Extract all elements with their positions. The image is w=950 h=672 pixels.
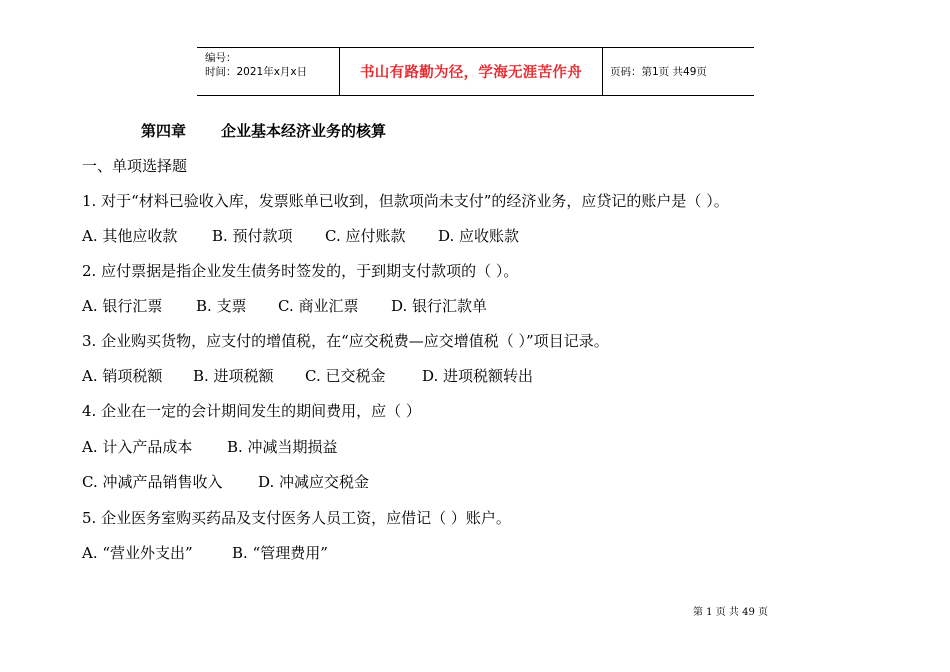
option-d: D. 应收账款 xyxy=(438,227,520,245)
question-5: 5. 企业医务室购买药品及支付医务人员工资，应借记（ ）账户。 xyxy=(82,509,511,527)
question-2-options xyxy=(82,296,487,316)
section-title: 一、单项选择题 xyxy=(82,157,188,175)
header-motto-cell xyxy=(340,48,603,95)
question-4-options-row-1 xyxy=(82,437,338,457)
question-3-options xyxy=(82,366,533,386)
chapter-title: 企业基本经济业务的核算 xyxy=(221,122,387,140)
question-1-options xyxy=(82,226,519,246)
chapter-heading xyxy=(141,121,386,141)
option-c: C. 已交税金 xyxy=(305,367,386,385)
option-c: C. 应付账款 xyxy=(325,227,406,245)
option-a: A. 计入产品成本 xyxy=(82,438,193,456)
question-4: 4. 企业在一定的会计期间发生的期间费用，应（ ） xyxy=(82,402,421,420)
option-d: D. 银行汇款单 xyxy=(391,297,488,315)
question-5-options xyxy=(82,543,328,563)
document-number-label: 编号： xyxy=(205,52,237,64)
question-2: 2. 应付票据是指企业发生债务时签发的，于到期支付款项的（ ）。 xyxy=(82,262,519,280)
header-page-code: 页码：第1页 共49页 xyxy=(610,66,707,78)
document-time-label: 时间：2021年x月x日 xyxy=(205,66,308,78)
chapter-number: 第四章 xyxy=(141,122,187,140)
option-b: B. 支票 xyxy=(196,297,247,315)
option-b: B. 冲减当期损益 xyxy=(227,438,338,456)
header-motto: 书山有路勤为径，学海无涯苦作舟 xyxy=(360,65,582,81)
option-b: B. 进项税额 xyxy=(193,367,274,385)
question-3: 3. 企业购买货物，应支付的增值税，在“应交税费—应交增值税（ ）”项目记录。 xyxy=(82,332,609,350)
option-a: A. 销项税额 xyxy=(82,367,163,385)
header-meta-cell xyxy=(197,48,340,95)
option-b: B. 预付款项 xyxy=(212,227,293,245)
option-d: D. 冲减应交税金 xyxy=(258,473,370,491)
option-a: A. “营业外支出” xyxy=(82,544,193,562)
question-4-options-row-2 xyxy=(82,472,369,492)
option-c: C. 冲减产品销售收入 xyxy=(82,473,223,491)
page-footer: 第 1 页 共 49 页 xyxy=(693,607,768,618)
option-c: C. 商业汇票 xyxy=(278,297,359,315)
document-header xyxy=(197,47,754,96)
question-1: 1. 对于“材料已验收入库，发票账单已收到，但款项尚未支付”的经济业务，应贷记的账户是（ ）。 xyxy=(82,192,729,210)
option-d: D. 进项税额转出 xyxy=(422,367,534,385)
option-b: B. “管理费用” xyxy=(232,544,328,562)
header-page-cell xyxy=(603,48,754,95)
option-a: A. 其他应收款 xyxy=(82,227,178,245)
option-a: A. 银行汇票 xyxy=(82,297,163,315)
